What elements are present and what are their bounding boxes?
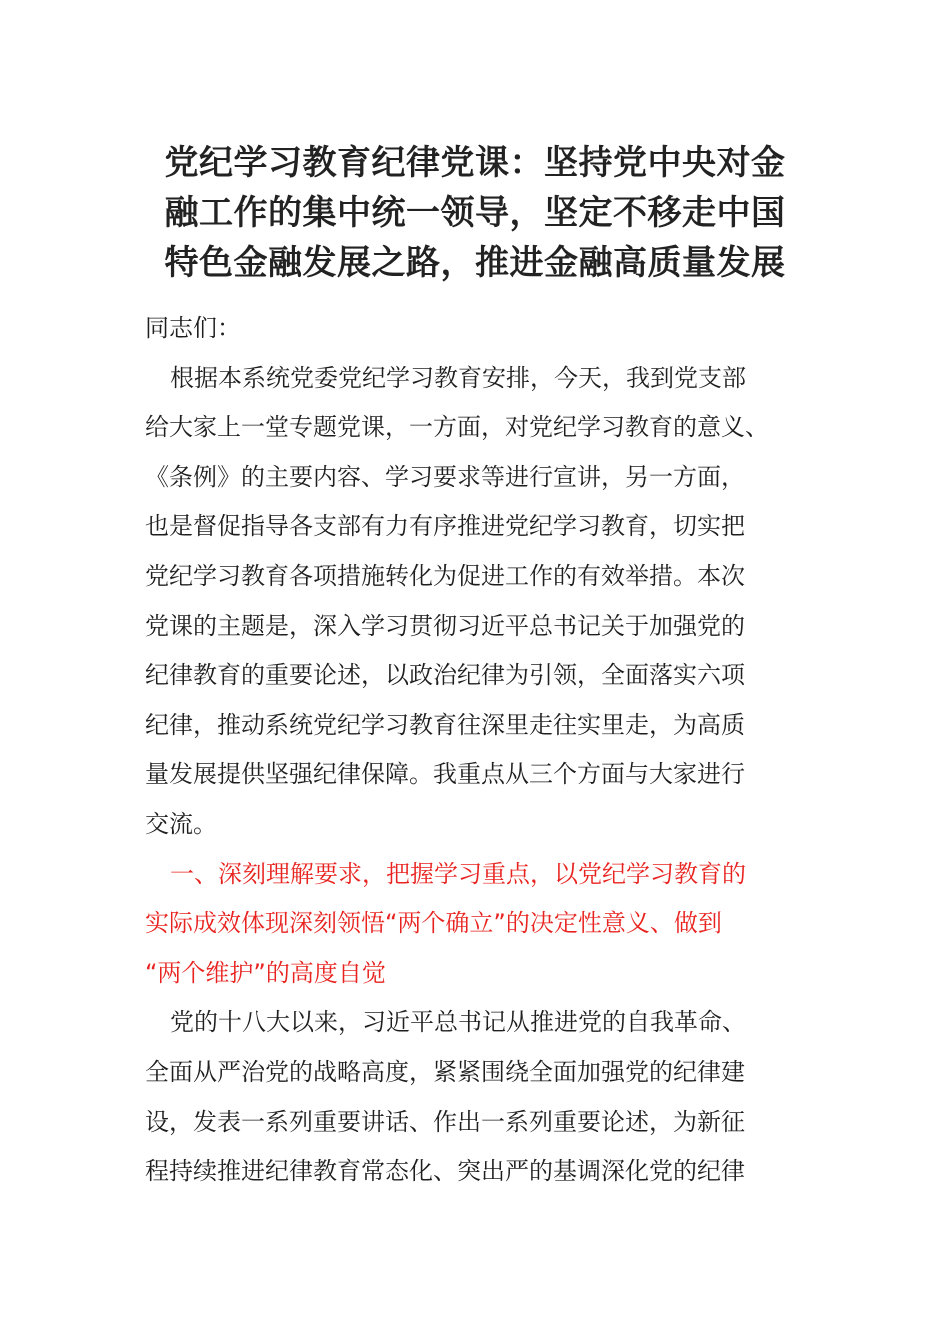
title-line: 融工作的集中统一领导，坚定不移走中国	[164, 193, 786, 233]
title-line: 党纪学习教育纪律党课：坚持党中央对金	[164, 143, 786, 183]
paragraph-line: 党的十八大以来，习近平总书记从推进党的自我革命、	[170, 1008, 746, 1037]
paragraph-line: 也是督促指导各支部有力有序推进党纪学习教育，切实把	[145, 512, 745, 541]
section-heading	[145, 850, 795, 999]
paragraph-intro	[145, 354, 795, 850]
paragraph-line: 纪律教育的重要论述，以政治纪律为引领，全面落实六项	[145, 661, 745, 690]
paragraph-line: 给大家上一堂专题党课，一方面，对党纪学习教育的意义、	[145, 413, 769, 442]
salutation: 同志们：	[145, 314, 241, 342]
paragraph-line: 交流。	[145, 809, 217, 838]
document-body	[145, 304, 795, 1197]
heading-line: 实际成效体现深刻领悟“两个确立”的决定性意义、做到	[145, 909, 722, 938]
paragraph-line: 程持续推进纪律教育常态化、突出严的基调深化党的纪律	[145, 1157, 745, 1186]
paragraph-line: 《条例》的主要内容、学习要求等进行宣讲，另一方面，	[145, 462, 745, 491]
paragraph-line: 党课的主题是，深入学习贯彻习近平总书记关于加强党的	[145, 611, 745, 640]
paragraph-line: 设，发表一系列重要讲话、作出一系列重要论述，为新征	[145, 1107, 745, 1136]
document-title	[150, 138, 800, 288]
title-line: 特色金融发展之路，推进金融高质量发展	[164, 243, 786, 283]
heading-line: 一、深刻理解要求，把握学习重点，以党纪学习教育的	[170, 859, 746, 888]
paragraph-section-one	[145, 998, 795, 1196]
paragraph-line: 量发展提供坚强纪律保障。我重点从三个方面与大家进行	[145, 760, 745, 789]
paragraph-line: 党纪学习教育各项措施转化为促进工作的有效举措。本次	[145, 561, 745, 590]
paragraph-line: 根据本系统党委党纪学习教育安排，今天，我到党支部	[170, 363, 746, 392]
paragraph-line: 纪律，推动系统党纪学习教育往深里走往实里走，为高质	[145, 710, 745, 739]
paragraph-line: 全面从严治党的战略高度，紧紧围绕全面加强党的纪律建	[145, 1057, 745, 1086]
heading-line: “两个维护”的高度自觉	[145, 958, 386, 987]
